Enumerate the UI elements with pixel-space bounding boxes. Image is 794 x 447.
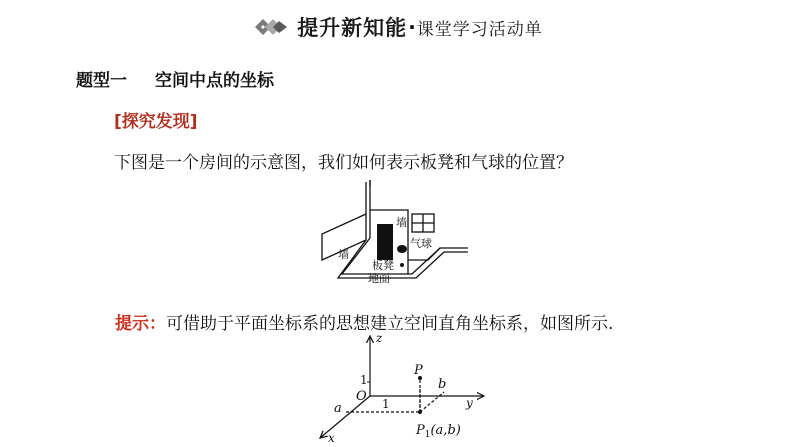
z-one-label: 1 [360,373,368,387]
x-axis-label: x [328,431,335,445]
coordinate-diagram [306,328,496,447]
floor-label: 地面 [368,272,390,285]
question-text: 下图是一个房间的示意图，我们如何表示板凳和气球的位置？ [114,153,573,173]
P1-label: $P_1(a,b)$ [416,423,461,440]
wall-back-label: 墙 [396,216,407,229]
door-shape [377,224,393,260]
balloon-label: 气球 [410,237,432,250]
hint-text: 可借助于平面坐标系的思想建立空间直角坐标系，如图所示. [166,314,614,334]
explore-tag: [探究发现] [114,112,198,132]
P-label: P [414,363,423,378]
bench-point [400,263,404,267]
balloon-shape [397,245,407,253]
bench-label: 板凳 [372,259,394,272]
hint-label: 提示： [115,314,166,334]
section-heading: 空间中点的坐标 [155,71,274,91]
a-label: a [334,401,342,416]
header-title: 提升新知能 [297,16,408,40]
y-axis-label: y [466,396,473,410]
origin-label: O [356,389,367,404]
section-title [76,66,274,91]
point-P1 [418,410,422,414]
header-subtitle: 课堂学习活动单 [416,19,543,40]
room-diagram [318,178,478,290]
page-header [0,10,794,44]
b-label: b [438,377,447,392]
y-one-label: 1 [382,397,390,411]
wall-side-label: 墙 [338,248,349,261]
header-dot: · [408,15,416,39]
z-axis-label: z [376,331,383,345]
section-label: 题型一 [76,71,127,91]
diamond-logo-icon [251,15,291,39]
